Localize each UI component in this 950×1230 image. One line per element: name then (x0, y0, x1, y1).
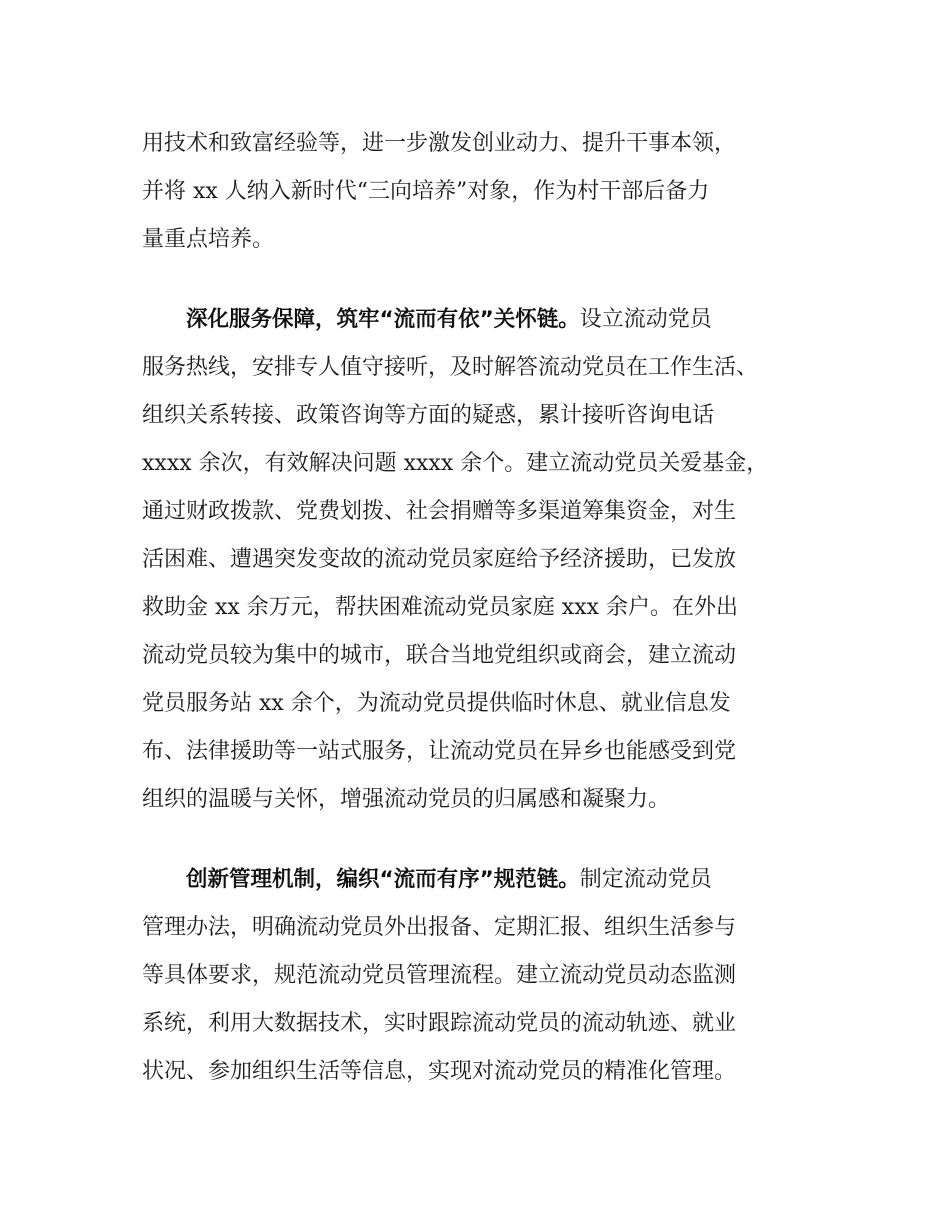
text-line (142, 296, 832, 344)
text-line: 用技术和致富经验等，进一步激发创业动力、提升干事本领， (142, 131, 737, 156)
text-fragment: 制定流动党员 (579, 867, 712, 892)
text-line: 组织关系转接、政策咨询等方面的疑惑，累计接听咨询电话 (142, 403, 715, 428)
text-line: 党员服务站 xx 余个，为流动党员提供临时休息、就业信息发 (142, 691, 731, 716)
text-line: 服务热线，安排专人值守接听，及时解答流动党员在工作生活、 (142, 355, 759, 380)
text-line: 布、法律援助等一站式服务，让流动党员在异乡也能感受到党 (142, 739, 737, 764)
paragraph-spacer (142, 824, 832, 856)
text-line: 救助金 xx 余万元，帮扶困难流动党员家庭 xxx 余户。在外出 (142, 595, 739, 620)
paragraph-service-guarantee (142, 296, 832, 824)
text-line: 等具体要求，规范流动党员管理流程。建立流动党员动态监测 (142, 963, 737, 988)
paragraph-heading: 创新管理机制，编织“流而有序”规范链。 (186, 867, 580, 892)
paragraph-heading: 深化服务保障，筑牢“流而有依”关怀链。 (186, 307, 580, 332)
text-line: 管理办法，明确流动党员外出报备、定期汇报、组织生活参与 (142, 915, 737, 940)
text-line: 活困难、遭遇突发变故的流动党员家庭给予经济援助，已发放 (142, 547, 737, 572)
document-body (142, 120, 832, 1096)
text-line: 状况、参加组织生活等信息，实现对流动党员的精准化管理。 (142, 1059, 737, 1084)
text-line: 系统，利用大数据技术，实时跟踪流动党员的流动轨迹、就业 (142, 1011, 737, 1036)
text-line: 组织的温暖与关怀，增强流动党员的归属感和凝聚力。 (142, 787, 671, 812)
text-line: 并将 xx 人纳入新时代“三向培养”对象，作为村干部后备力 (142, 179, 710, 204)
paragraph-continuation (142, 120, 832, 264)
text-line: 流动党员较为集中的城市，联合当地党组织或商会，建立流动 (142, 643, 737, 668)
text-line (142, 856, 832, 904)
paragraph-spacer (142, 264, 832, 296)
text-line: 通过财政拨款、党费划拨、社会捐赠等多渠道筹集资金，对生 (142, 499, 737, 524)
text-line: xxxx 余次，有效解决问题 xxxx 余个。建立流动党员关爱基金， (142, 451, 769, 476)
text-fragment: 设立流动党员 (579, 307, 712, 332)
text-line: 量重点培养。 (142, 227, 275, 252)
paragraph-management-mechanism (142, 856, 832, 1096)
